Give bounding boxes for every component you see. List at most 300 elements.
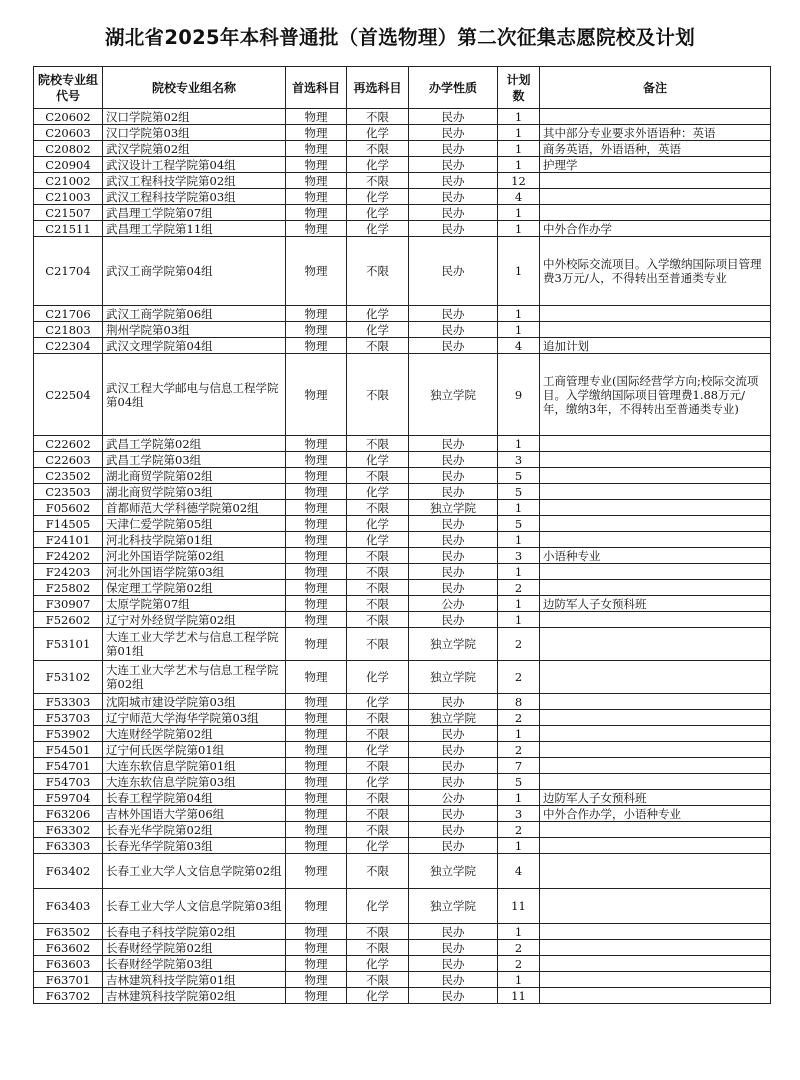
row-plan: 2 bbox=[498, 956, 540, 972]
table-row bbox=[34, 940, 771, 956]
row-second-subject: 不限 bbox=[347, 710, 409, 726]
row-name: 武汉工程科技学院第02组 bbox=[103, 173, 286, 189]
table-row bbox=[34, 125, 771, 141]
row-code: C21511 bbox=[34, 221, 103, 237]
row-name: 汉口学院第02组 bbox=[103, 109, 286, 125]
row-nature: 民办 bbox=[409, 189, 498, 205]
row-note bbox=[540, 205, 771, 221]
row-code: C20802 bbox=[34, 141, 103, 157]
row-nature: 民办 bbox=[409, 822, 498, 838]
table-row bbox=[34, 322, 771, 338]
row-first-subject: 物理 bbox=[286, 889, 347, 924]
table-header-row bbox=[34, 67, 771, 109]
row-second-subject: 不限 bbox=[347, 141, 409, 157]
table-row bbox=[34, 822, 771, 838]
row-name: 河北科技学院第01组 bbox=[103, 532, 286, 548]
row-second-subject: 化学 bbox=[347, 956, 409, 972]
row-nature: 民办 bbox=[409, 157, 498, 173]
row-note bbox=[540, 988, 771, 1004]
table-row bbox=[34, 189, 771, 205]
row-note bbox=[540, 322, 771, 338]
row-second-subject: 不限 bbox=[347, 596, 409, 612]
row-name: 长春工业大学人文信息学院第02组 bbox=[103, 854, 286, 889]
row-note bbox=[540, 436, 771, 452]
row-plan: 5 bbox=[498, 468, 540, 484]
row-name: 汉口学院第03组 bbox=[103, 125, 286, 141]
row-name: 辽宁对外经贸学院第02组 bbox=[103, 612, 286, 628]
row-first-subject: 物理 bbox=[286, 726, 347, 742]
row-code: F63602 bbox=[34, 940, 103, 956]
row-name: 大连工业大学艺术与信息工程学院第02组 bbox=[103, 661, 286, 694]
row-note bbox=[540, 109, 771, 125]
table-row bbox=[34, 173, 771, 189]
row-nature: 民办 bbox=[409, 109, 498, 125]
row-plan: 1 bbox=[498, 726, 540, 742]
row-note bbox=[540, 452, 771, 468]
row-plan: 3 bbox=[498, 806, 540, 822]
table-row bbox=[34, 972, 771, 988]
row-plan: 1 bbox=[498, 205, 540, 221]
row-name: 辽宁何氏医学院第01组 bbox=[103, 742, 286, 758]
row-second-subject: 化学 bbox=[347, 189, 409, 205]
row-first-subject: 物理 bbox=[286, 125, 347, 141]
row-code: F54501 bbox=[34, 742, 103, 758]
row-first-subject: 物理 bbox=[286, 436, 347, 452]
row-nature: 民办 bbox=[409, 580, 498, 596]
table-row bbox=[34, 628, 771, 661]
row-nature: 民办 bbox=[409, 972, 498, 988]
row-note: 中外合作办学 bbox=[540, 221, 771, 237]
row-nature: 民办 bbox=[409, 774, 498, 790]
row-second-subject: 化学 bbox=[347, 125, 409, 141]
row-name: 长春财经学院第02组 bbox=[103, 940, 286, 956]
row-plan: 1 bbox=[498, 612, 540, 628]
row-first-subject: 物理 bbox=[286, 354, 347, 436]
row-code: C23503 bbox=[34, 484, 103, 500]
row-first-subject: 物理 bbox=[286, 988, 347, 1004]
header-code: 院校专业组代号 bbox=[34, 67, 103, 109]
row-first-subject: 物理 bbox=[286, 628, 347, 661]
row-name: 湖北商贸学院第03组 bbox=[103, 484, 286, 500]
row-second-subject: 化学 bbox=[347, 452, 409, 468]
row-note: 工商管理专业(国际经营学方向;校际交流项目。入学缴纳国际项目管理费1.88万元/年，缴纳3年，不得转出至普通类专业) bbox=[540, 354, 771, 436]
row-name: 荆州学院第03组 bbox=[103, 322, 286, 338]
row-code: F24202 bbox=[34, 548, 103, 564]
table-row bbox=[34, 774, 771, 790]
row-nature: 民办 bbox=[409, 436, 498, 452]
row-name: 武昌工学院第03组 bbox=[103, 452, 286, 468]
row-name: 吉林建筑科技学院第02组 bbox=[103, 988, 286, 1004]
table-body bbox=[34, 109, 771, 1004]
header-note: 备注 bbox=[540, 67, 771, 109]
row-note bbox=[540, 500, 771, 516]
row-second-subject: 化学 bbox=[347, 157, 409, 173]
table-row bbox=[34, 109, 771, 125]
row-note bbox=[540, 516, 771, 532]
row-name: 武汉文理学院第04组 bbox=[103, 338, 286, 354]
row-name: 长春电子科技学院第02组 bbox=[103, 924, 286, 940]
row-nature: 民办 bbox=[409, 237, 498, 306]
row-code: F24101 bbox=[34, 532, 103, 548]
table-row bbox=[34, 854, 771, 889]
row-note bbox=[540, 580, 771, 596]
row-code: C21803 bbox=[34, 322, 103, 338]
row-code: C21003 bbox=[34, 189, 103, 205]
row-plan: 2 bbox=[498, 628, 540, 661]
row-code: C20603 bbox=[34, 125, 103, 141]
row-nature: 独立学院 bbox=[409, 710, 498, 726]
row-nature: 民办 bbox=[409, 924, 498, 940]
row-note bbox=[540, 838, 771, 854]
row-plan: 11 bbox=[498, 988, 540, 1004]
row-name: 河北外国语学院第03组 bbox=[103, 564, 286, 580]
row-note bbox=[540, 173, 771, 189]
row-name: 长春工业大学人文信息学院第03组 bbox=[103, 889, 286, 924]
row-note bbox=[540, 774, 771, 790]
row-note: 中外合作办学，小语种专业 bbox=[540, 806, 771, 822]
row-code: F25802 bbox=[34, 580, 103, 596]
row-nature: 民办 bbox=[409, 468, 498, 484]
row-nature: 民办 bbox=[409, 338, 498, 354]
table-row bbox=[34, 661, 771, 694]
row-code: C21706 bbox=[34, 306, 103, 322]
table-row bbox=[34, 710, 771, 726]
row-nature: 民办 bbox=[409, 758, 498, 774]
row-second-subject: 化学 bbox=[347, 988, 409, 1004]
header-plan: 计划数 bbox=[498, 67, 540, 109]
row-name: 武汉工商学院第06组 bbox=[103, 306, 286, 322]
row-first-subject: 物理 bbox=[286, 661, 347, 694]
table-row bbox=[34, 889, 771, 924]
table-row bbox=[34, 354, 771, 436]
row-second-subject: 不限 bbox=[347, 436, 409, 452]
row-plan: 1 bbox=[498, 790, 540, 806]
row-first-subject: 物理 bbox=[286, 141, 347, 157]
row-plan: 5 bbox=[498, 774, 540, 790]
row-nature: 公办 bbox=[409, 596, 498, 612]
header-second-subject: 再选科目 bbox=[347, 67, 409, 109]
row-name: 太原学院第07组 bbox=[103, 596, 286, 612]
row-note bbox=[540, 854, 771, 889]
row-plan: 1 bbox=[498, 838, 540, 854]
row-plan: 2 bbox=[498, 742, 540, 758]
row-note bbox=[540, 758, 771, 774]
row-plan: 2 bbox=[498, 940, 540, 956]
row-code: C21507 bbox=[34, 205, 103, 221]
row-name: 武汉工程大学邮电与信息工程学院第04组 bbox=[103, 354, 286, 436]
table-row bbox=[34, 500, 771, 516]
header-first-subject: 首选科目 bbox=[286, 67, 347, 109]
row-nature: 民办 bbox=[409, 612, 498, 628]
row-note bbox=[540, 484, 771, 500]
row-plan: 7 bbox=[498, 758, 540, 774]
row-plan: 1 bbox=[498, 924, 540, 940]
row-first-subject: 物理 bbox=[286, 109, 347, 125]
row-note bbox=[540, 306, 771, 322]
row-second-subject: 不限 bbox=[347, 580, 409, 596]
row-first-subject: 物理 bbox=[286, 940, 347, 956]
row-plan: 1 bbox=[498, 500, 540, 516]
row-plan: 9 bbox=[498, 354, 540, 436]
row-second-subject: 不限 bbox=[347, 354, 409, 436]
row-first-subject: 物理 bbox=[286, 924, 347, 940]
row-second-subject: 不限 bbox=[347, 940, 409, 956]
row-code: F24203 bbox=[34, 564, 103, 580]
row-first-subject: 物理 bbox=[286, 468, 347, 484]
row-second-subject: 不限 bbox=[347, 173, 409, 189]
row-name: 武汉学院第02组 bbox=[103, 141, 286, 157]
row-code: F63403 bbox=[34, 889, 103, 924]
table-row bbox=[34, 484, 771, 500]
row-code: F53703 bbox=[34, 710, 103, 726]
row-first-subject: 物理 bbox=[286, 758, 347, 774]
row-name: 武昌理工学院第11组 bbox=[103, 221, 286, 237]
row-plan: 2 bbox=[498, 822, 540, 838]
row-plan: 4 bbox=[498, 338, 540, 354]
row-code: C21002 bbox=[34, 173, 103, 189]
row-second-subject: 不限 bbox=[347, 338, 409, 354]
table-row bbox=[34, 806, 771, 822]
row-nature: 民办 bbox=[409, 205, 498, 221]
row-nature: 民办 bbox=[409, 532, 498, 548]
row-name: 吉林建筑科技学院第01组 bbox=[103, 972, 286, 988]
row-note bbox=[540, 532, 771, 548]
row-second-subject: 化学 bbox=[347, 221, 409, 237]
row-plan: 1 bbox=[498, 596, 540, 612]
row-note bbox=[540, 612, 771, 628]
row-plan: 1 bbox=[498, 237, 540, 306]
row-plan: 11 bbox=[498, 889, 540, 924]
row-second-subject: 化学 bbox=[347, 205, 409, 221]
row-first-subject: 物理 bbox=[286, 532, 347, 548]
row-second-subject: 不限 bbox=[347, 628, 409, 661]
row-name: 首都师范大学科德学院第02组 bbox=[103, 500, 286, 516]
row-note bbox=[540, 628, 771, 661]
row-note bbox=[540, 189, 771, 205]
row-second-subject: 不限 bbox=[347, 822, 409, 838]
row-code: F63303 bbox=[34, 838, 103, 854]
table-row bbox=[34, 221, 771, 237]
row-note bbox=[540, 822, 771, 838]
row-second-subject: 化学 bbox=[347, 532, 409, 548]
row-code: C20602 bbox=[34, 109, 103, 125]
row-code: F63701 bbox=[34, 972, 103, 988]
row-note: 中外校际交流项目。入学缴纳国际项目管理费3万元/人，不得转出至普通类专业 bbox=[540, 237, 771, 306]
row-nature: 民办 bbox=[409, 940, 498, 956]
row-name: 武汉工程科技学院第03组 bbox=[103, 189, 286, 205]
row-second-subject: 不限 bbox=[347, 726, 409, 742]
row-first-subject: 物理 bbox=[286, 500, 347, 516]
row-plan: 1 bbox=[498, 125, 540, 141]
row-second-subject: 化学 bbox=[347, 889, 409, 924]
document-title: 湖北省2025年本科普通批（首选物理）第二次征集志愿院校及计划 bbox=[104, 26, 696, 49]
table-row bbox=[34, 452, 771, 468]
row-code: C21704 bbox=[34, 237, 103, 306]
row-note: 边防军人子女预科班 bbox=[540, 596, 771, 612]
row-first-subject: 物理 bbox=[286, 956, 347, 972]
row-code: F53102 bbox=[34, 661, 103, 694]
row-first-subject: 物理 bbox=[286, 838, 347, 854]
table-row bbox=[34, 758, 771, 774]
row-nature: 独立学院 bbox=[409, 354, 498, 436]
row-first-subject: 物理 bbox=[286, 338, 347, 354]
row-first-subject: 物理 bbox=[286, 157, 347, 173]
row-first-subject: 物理 bbox=[286, 710, 347, 726]
row-nature: 民办 bbox=[409, 125, 498, 141]
row-code: C22602 bbox=[34, 436, 103, 452]
row-code: F14505 bbox=[34, 516, 103, 532]
row-note: 护理学 bbox=[540, 157, 771, 173]
table-row bbox=[34, 237, 771, 306]
row-second-subject: 不限 bbox=[347, 109, 409, 125]
row-first-subject: 物理 bbox=[286, 774, 347, 790]
plan-table bbox=[33, 66, 771, 1004]
row-plan: 1 bbox=[498, 109, 540, 125]
table-row bbox=[34, 596, 771, 612]
row-first-subject: 物理 bbox=[286, 484, 347, 500]
row-second-subject: 化学 bbox=[347, 516, 409, 532]
row-code: C22504 bbox=[34, 354, 103, 436]
row-note bbox=[540, 710, 771, 726]
row-first-subject: 物理 bbox=[286, 854, 347, 889]
row-plan: 1 bbox=[498, 157, 540, 173]
row-name: 武昌工学院第02组 bbox=[103, 436, 286, 452]
row-first-subject: 物理 bbox=[286, 612, 347, 628]
row-note: 其中部分专业要求外语语种：英语 bbox=[540, 125, 771, 141]
table-row bbox=[34, 338, 771, 354]
row-plan: 2 bbox=[498, 661, 540, 694]
row-nature: 民办 bbox=[409, 548, 498, 564]
row-note bbox=[540, 924, 771, 940]
table-row bbox=[34, 436, 771, 452]
table-row bbox=[34, 516, 771, 532]
table-row bbox=[34, 790, 771, 806]
row-first-subject: 物理 bbox=[286, 237, 347, 306]
table-row bbox=[34, 205, 771, 221]
row-name: 大连工业大学艺术与信息工程学院第01组 bbox=[103, 628, 286, 661]
row-note bbox=[540, 972, 771, 988]
row-note bbox=[540, 661, 771, 694]
row-nature: 民办 bbox=[409, 306, 498, 322]
table-row bbox=[34, 988, 771, 1004]
row-nature: 民办 bbox=[409, 742, 498, 758]
table-row bbox=[34, 306, 771, 322]
row-name: 武汉设计工程学院第04组 bbox=[103, 157, 286, 173]
row-second-subject: 不限 bbox=[347, 500, 409, 516]
row-nature: 民办 bbox=[409, 956, 498, 972]
row-first-subject: 物理 bbox=[286, 742, 347, 758]
row-note bbox=[540, 726, 771, 742]
row-nature: 公办 bbox=[409, 790, 498, 806]
row-plan: 1 bbox=[498, 564, 540, 580]
row-first-subject: 物理 bbox=[286, 564, 347, 580]
row-code: F30907 bbox=[34, 596, 103, 612]
row-name: 大连东软信息学院第03组 bbox=[103, 774, 286, 790]
row-code: F63603 bbox=[34, 956, 103, 972]
row-note bbox=[540, 889, 771, 924]
row-code: F52602 bbox=[34, 612, 103, 628]
row-first-subject: 物理 bbox=[286, 173, 347, 189]
row-nature: 民办 bbox=[409, 173, 498, 189]
row-name: 河北外国语学院第02组 bbox=[103, 548, 286, 564]
row-plan: 3 bbox=[498, 452, 540, 468]
row-second-subject: 化学 bbox=[347, 838, 409, 854]
row-second-subject: 不限 bbox=[347, 237, 409, 306]
row-name: 大连财经学院第02组 bbox=[103, 726, 286, 742]
row-code: F05602 bbox=[34, 500, 103, 516]
row-first-subject: 物理 bbox=[286, 972, 347, 988]
row-first-subject: 物理 bbox=[286, 580, 347, 596]
row-plan: 1 bbox=[498, 972, 540, 988]
row-first-subject: 物理 bbox=[286, 548, 347, 564]
row-nature: 民办 bbox=[409, 806, 498, 822]
table-row bbox=[34, 548, 771, 564]
row-second-subject: 化学 bbox=[347, 774, 409, 790]
row-nature: 独立学院 bbox=[409, 500, 498, 516]
row-plan: 2 bbox=[498, 710, 540, 726]
row-note: 小语种专业 bbox=[540, 548, 771, 564]
row-plan: 8 bbox=[498, 694, 540, 710]
row-plan: 3 bbox=[498, 548, 540, 564]
row-nature: 民办 bbox=[409, 516, 498, 532]
row-nature: 民办 bbox=[409, 484, 498, 500]
table-row bbox=[34, 612, 771, 628]
row-plan: 5 bbox=[498, 516, 540, 532]
row-code: C22603 bbox=[34, 452, 103, 468]
row-first-subject: 物理 bbox=[286, 306, 347, 322]
row-code: C23502 bbox=[34, 468, 103, 484]
row-code: F63206 bbox=[34, 806, 103, 822]
row-second-subject: 化学 bbox=[347, 322, 409, 338]
table-row bbox=[34, 157, 771, 173]
row-nature: 民办 bbox=[409, 838, 498, 854]
row-name: 长春工程学院第04组 bbox=[103, 790, 286, 806]
row-second-subject: 化学 bbox=[347, 306, 409, 322]
row-second-subject: 不限 bbox=[347, 758, 409, 774]
row-nature: 民办 bbox=[409, 694, 498, 710]
row-nature: 民办 bbox=[409, 988, 498, 1004]
row-second-subject: 化学 bbox=[347, 661, 409, 694]
row-first-subject: 物理 bbox=[286, 322, 347, 338]
row-plan: 1 bbox=[498, 436, 540, 452]
row-plan: 1 bbox=[498, 141, 540, 157]
table-row bbox=[34, 468, 771, 484]
table-row bbox=[34, 742, 771, 758]
row-nature: 独立学院 bbox=[409, 628, 498, 661]
table-row bbox=[34, 564, 771, 580]
row-name: 吉林外国语大学第06组 bbox=[103, 806, 286, 822]
row-nature: 民办 bbox=[409, 141, 498, 157]
row-first-subject: 物理 bbox=[286, 806, 347, 822]
row-nature: 民办 bbox=[409, 322, 498, 338]
row-second-subject: 不限 bbox=[347, 854, 409, 889]
row-first-subject: 物理 bbox=[286, 790, 347, 806]
row-code: F54703 bbox=[34, 774, 103, 790]
row-plan: 1 bbox=[498, 322, 540, 338]
row-note bbox=[540, 468, 771, 484]
row-note bbox=[540, 694, 771, 710]
row-note bbox=[540, 956, 771, 972]
row-code: F59704 bbox=[34, 790, 103, 806]
row-name: 长春光华学院第02组 bbox=[103, 822, 286, 838]
row-nature: 民办 bbox=[409, 726, 498, 742]
row-first-subject: 物理 bbox=[286, 452, 347, 468]
row-plan: 1 bbox=[498, 306, 540, 322]
table-row bbox=[34, 141, 771, 157]
row-name: 辽宁师范大学海华学院第03组 bbox=[103, 710, 286, 726]
row-name: 长春光华学院第03组 bbox=[103, 838, 286, 854]
row-name: 沈阳城市建设学院第03组 bbox=[103, 694, 286, 710]
